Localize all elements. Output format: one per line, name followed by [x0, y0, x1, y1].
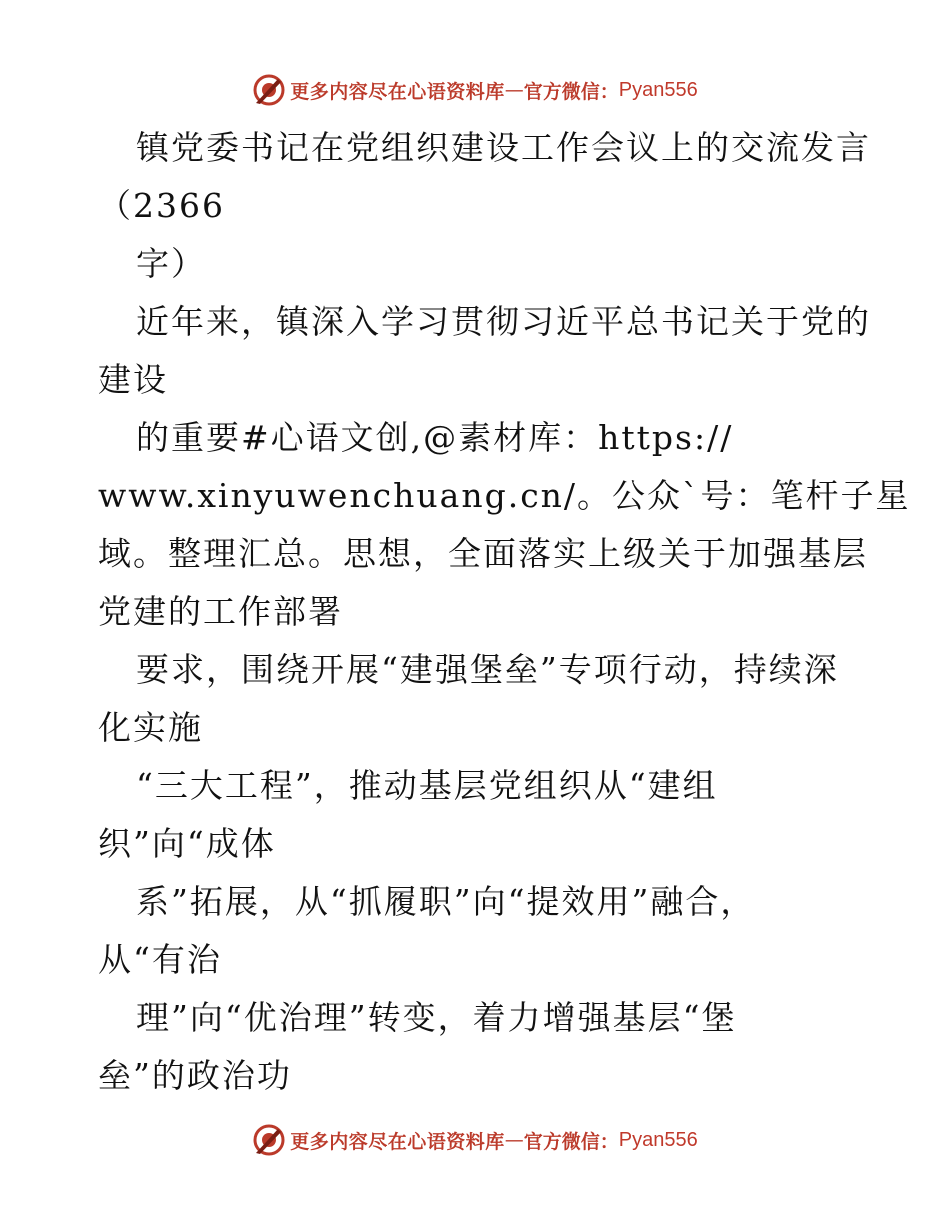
banner-main-text: 更多内容尽在心语资料库 [290, 80, 505, 103]
brush-logo-icon [252, 1123, 286, 1157]
doc-line: 垒”的政治功 [98, 1056, 292, 1095]
doc-line: 党建的工作部署 [98, 592, 343, 631]
doc-line: 建设 [98, 360, 168, 399]
banner-separator: — [504, 79, 524, 101]
header-watermark-banner [0, 70, 950, 110]
doc-title-line: 镇党委书记在党组织建设工作会议上的交流发言 [136, 128, 871, 167]
doc-line: 从“有治 [98, 940, 222, 979]
doc-line: 近年来，镇深入学习贯彻习近平总书记关于党的 [136, 302, 871, 341]
banner-wechat-id: Pyan556 [618, 1128, 698, 1151]
footer-watermark-banner [0, 1120, 950, 1160]
banner-wechat-label: 官方微信： [523, 1130, 619, 1153]
doc-line: www.xinyuwenchuang.cn/。公众`号：笔杆子星 [98, 476, 911, 515]
brush-logo-icon [252, 73, 286, 107]
banner-main-text: 更多内容尽在心语资料库 [290, 1130, 505, 1153]
doc-line: （2366 [98, 186, 225, 225]
doc-line: “三大工程”，推动基层党组织从“建组 [136, 766, 718, 805]
doc-line: 系”拓展，从“抓履职”向“提效用”融合， [136, 882, 756, 921]
doc-line: 的重要#心语文创,@素材库：https:// [136, 418, 734, 457]
doc-line: 域。整理汇总。思想，全面落实上级关于加强基层 [98, 534, 868, 573]
doc-line: 织”向“成体 [98, 824, 276, 863]
banner-wechat-id: Pyan556 [618, 78, 698, 101]
doc-line: 理”向“优治理”转变，着力增强基层“堡 [136, 998, 737, 1037]
banner-separator: — [504, 1129, 524, 1151]
banner-wechat-label: 官方微信： [523, 80, 619, 103]
doc-line: 要求，围绕开展“建强堡垒”专项行动，持续深 [136, 650, 839, 689]
doc-line: 化实施 [98, 708, 203, 747]
doc-line: 字） [136, 244, 206, 283]
